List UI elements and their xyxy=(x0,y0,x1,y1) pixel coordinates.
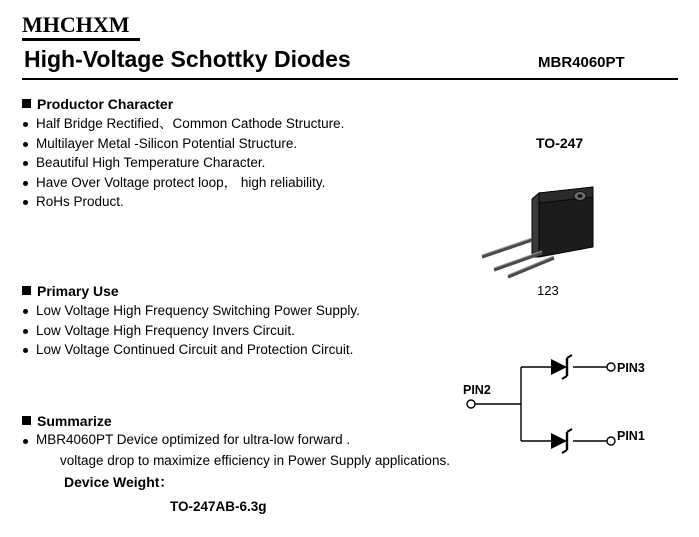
section-heading-text: Productor Character xyxy=(37,96,174,112)
square-bullet-icon xyxy=(22,416,31,425)
section-heading-text: Primary Use xyxy=(37,283,119,299)
list-item: Low Voltage High Frequency Invers Circuit. xyxy=(22,321,360,341)
list-item: Multilayer Metal -Silicon Potential Structure. xyxy=(22,134,344,154)
package-drawing xyxy=(476,185,636,295)
terminal-pin3-icon xyxy=(607,363,615,371)
list-item: Low Voltage Continued Circuit and Protection Circuit. xyxy=(22,340,360,360)
part-number: MBR4060PT xyxy=(538,54,625,71)
package-pin-numbers: 123 xyxy=(537,283,559,298)
list-item: Have Over Voltage protect loop， high reliability. xyxy=(22,173,344,193)
terminal-pin1-icon xyxy=(607,437,615,445)
schematic-pin1-label: PIN1 xyxy=(617,429,645,443)
diode-symbol-bottom xyxy=(551,429,572,453)
summarize-line-2: voltage drop to maximize efficiency in Power Supply applications. xyxy=(60,453,450,468)
schematic-pin2-label: PIN2 xyxy=(463,383,491,397)
logo-text: MHCHXM xyxy=(22,12,130,37)
list-item: Low Voltage High Frequency Switching Power Supply. xyxy=(22,301,360,321)
square-bullet-icon xyxy=(22,99,31,108)
list-item: RoHs Product. xyxy=(22,192,344,212)
schematic-pin3-label: PIN3 xyxy=(617,361,645,375)
diode-symbol-top xyxy=(551,355,572,379)
section-heading-text: Summarize xyxy=(37,413,112,429)
device-weight-label: Device Weight： xyxy=(64,474,174,490)
terminal-pin2-icon xyxy=(467,400,475,408)
list-item: Half Bridge Rectified、Common Cathode Structure. xyxy=(22,114,344,134)
header-divider xyxy=(22,78,678,80)
company-logo xyxy=(22,14,130,36)
page-title: High-Voltage Schottky Diodes xyxy=(24,46,351,72)
logo-underline xyxy=(22,38,140,41)
list-item: Beautiful High Temperature Character. xyxy=(22,153,344,173)
section-heading-summarize xyxy=(22,413,112,429)
primary-use-list xyxy=(22,301,360,360)
section-heading-primary-use xyxy=(22,283,119,299)
summarize-line-1: MBR4060PT Device optimized for ultra-low forward . xyxy=(22,432,350,447)
device-weight-value: TO-247AB-6.3g xyxy=(170,499,267,514)
productor-character-list xyxy=(22,114,344,212)
package-name-label: TO-247 xyxy=(536,135,584,151)
package-body-icon xyxy=(532,187,593,257)
section-heading-productor-character xyxy=(22,96,173,112)
square-bullet-icon xyxy=(22,286,31,295)
